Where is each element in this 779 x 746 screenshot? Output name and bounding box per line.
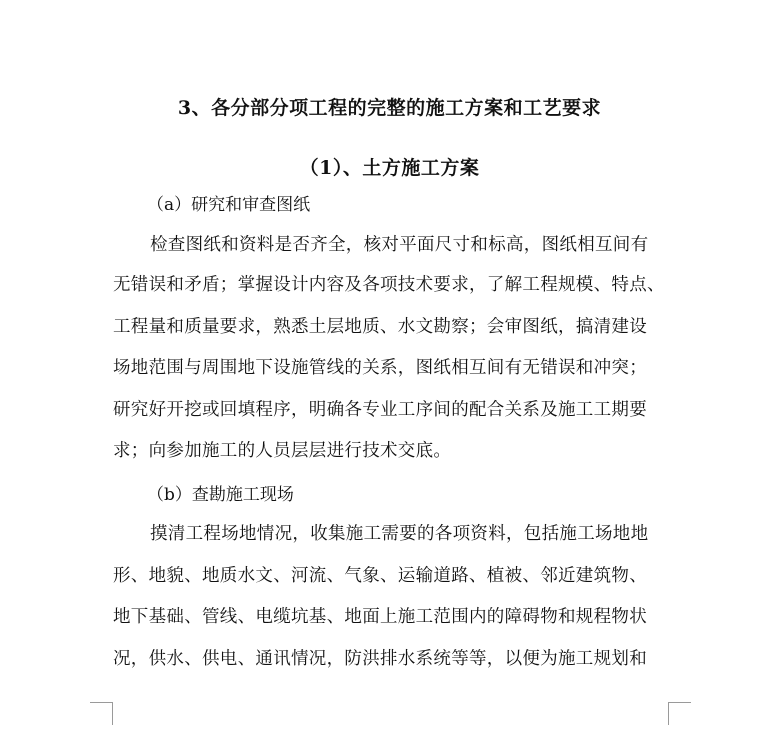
paragraph-line: 况，供水、供电、通讯情况，防洪排水系统等等，以便为施工规划和 [113, 649, 647, 669]
paragraph-line: 检查图纸和资料是否齐全，核对平面尺寸和标高，图纸相互间有 [150, 235, 649, 255]
paragraph-line: 无错误和矛盾；掌握设计内容及各项技术要求，了解工程规模、特点、 [113, 275, 665, 295]
part-b-heading: （b）查勘施工现场 [147, 485, 294, 505]
paragraph-line: 地下基础、管线、电缆坑基、地面上施工范围内的障碍物和规程物状 [113, 607, 647, 627]
part-a-heading: （a）研究和审查图纸 [147, 195, 311, 215]
paragraph-line: 场地范围与周围地下设施管线的关系，图纸相互间有无错误和冲突； [113, 358, 647, 378]
page-corner-mark-right [668, 702, 691, 725]
page-corner-mark-left [90, 702, 113, 725]
paragraph-line: 摸清工程场地情况，收集施工需要的各项资料，包括施工场地地 [150, 524, 649, 544]
paragraph-line: 研究好开挖或回填程序，明确各专业工序间的配合关系及施工工期要 [113, 400, 647, 420]
section-title: 3、各分部分项工程的完整的施工方案和工艺要求 [177, 97, 602, 119]
paragraph-line: 工程量和质量要求，熟悉土层地质、水文勘察；会审图纸，搞清建设 [113, 317, 647, 337]
paragraph-line: 求；向参加施工的人员层层进行技术交底。 [113, 441, 452, 461]
paragraph-line: 形、地貌、地质水文、河流、气象、运输道路、植被、邻近建筑物、 [113, 566, 647, 586]
subsection-title: （1）、土方施工方案 [299, 157, 480, 179]
